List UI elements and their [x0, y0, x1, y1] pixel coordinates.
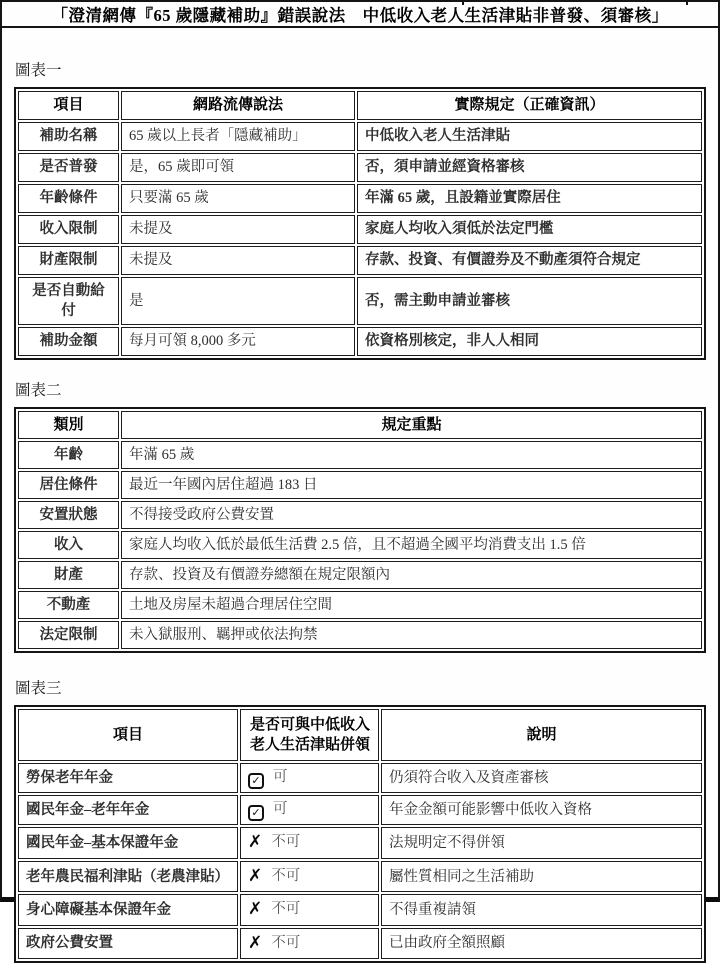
x-mark-icon: ✗: [248, 832, 263, 853]
table-row: [18, 531, 702, 559]
cell-item: 老年農民福利津貼（老農津貼）: [18, 861, 238, 892]
cell-item: 財產限制: [18, 246, 119, 275]
status-label: 不可: [271, 834, 301, 851]
x-mark-icon: ✗: [248, 932, 263, 953]
header-category: 類別: [18, 411, 119, 440]
cell-category: 不動產: [18, 591, 119, 619]
table-row: [18, 441, 702, 469]
cell-category: 財產: [18, 561, 119, 589]
status-label: 可: [273, 769, 288, 786]
cell-note: 年金金額可能影響中低收入資格: [381, 795, 702, 825]
table-row: [18, 184, 702, 213]
page-title: [2, 2, 718, 28]
cell-rumor: 未提及: [121, 215, 355, 244]
table-row: [18, 122, 702, 151]
cell-rumor: 是: [121, 277, 355, 325]
table-row: [18, 501, 702, 529]
table-row: [18, 591, 702, 619]
cell-note: 不得重複請領: [381, 894, 702, 925]
cell-item: 補助名稱: [18, 122, 119, 151]
cell-rule: 不得接受政府公費安置: [121, 501, 702, 529]
header-item: 項目: [18, 91, 119, 120]
status-label: 可: [273, 801, 288, 818]
figure2-caption: 圖表二: [15, 381, 62, 399]
cell-category: 收入: [18, 531, 119, 559]
cell-item: 政府公費安置: [18, 928, 238, 959]
status-label: 不可: [271, 934, 301, 951]
checkbox-checked-icon: ✓: [248, 805, 264, 821]
status-label: 不可: [271, 867, 301, 884]
table-row: [18, 861, 702, 892]
header-item: 項目: [18, 709, 238, 761]
table-row: [18, 827, 702, 858]
x-mark-icon: ✗: [248, 899, 263, 920]
cell-rule: 土地及房屋未超過合理居住空間: [121, 591, 702, 619]
cell-category: 法定限制: [18, 621, 119, 649]
cell-item: 補助金額: [18, 327, 119, 356]
cell-item: 勞保老年年金: [18, 763, 238, 793]
figure1-caption: 圖表一: [15, 62, 62, 79]
table-remnant-tick: [686, 2, 688, 5]
table-remnant-tick: [462, 2, 464, 5]
cell-category: 居住條件: [18, 471, 119, 499]
cell-combinable: [240, 827, 379, 858]
cell-rule: 存款、投資及有價證券總額在規定限額內: [121, 561, 702, 589]
cell-note: 仍須符合收入及資產審核: [381, 763, 702, 793]
cell-rule: 最近一年國內居住超過 183 日: [121, 471, 702, 499]
status-label: 不可: [271, 901, 301, 918]
cell-note: 屬性質相同之生活補助: [381, 861, 702, 892]
table-header-row: [18, 91, 702, 120]
cell-item: 是否自動給付: [18, 277, 119, 325]
cell-combinable: [240, 928, 379, 959]
figure3-caption: 圖表三: [15, 680, 62, 698]
cell-note: 法規明定不得併領: [381, 827, 702, 858]
cell-rumor: 未提及: [121, 246, 355, 275]
cell-item: 國民年金–老年年金: [18, 795, 238, 825]
cell-category: 安置狀態: [18, 501, 119, 529]
cell-category: 年齡: [18, 441, 119, 469]
header-rule: 規定重點: [121, 411, 702, 440]
table-row: [18, 795, 702, 825]
table-row: [18, 215, 702, 244]
document-body: [2, 58, 718, 963]
table-row: [18, 153, 702, 182]
cell-fact: 中低收入老人生活津貼: [357, 122, 702, 151]
cell-rumor: 每月可領 8,000 多元: [121, 327, 355, 356]
cell-rule: 未入獄服刑、羈押或依法拘禁: [121, 621, 702, 649]
cell-fact: 年滿 65 歲，且設籍並實際居住: [357, 184, 702, 213]
table-row: [18, 246, 702, 275]
cell-rumor: 65 歲以上長者「隱藏補助」: [121, 122, 355, 151]
table-row: [18, 763, 702, 793]
table-header-row: [18, 411, 702, 440]
cell-fact: 存款、投資、有價證券及不動產須符合規定: [357, 246, 702, 275]
table-row: [18, 277, 702, 325]
cell-combinable: [240, 795, 379, 825]
cell-rumor: 是，65 歲即可領: [121, 153, 355, 182]
cell-rule: 家庭人均收入低於最低生活費 2.5 倍，且不超過全國平均消費支出 1.5 倍: [121, 531, 702, 559]
table-row: [18, 471, 702, 499]
cell-combinable: [240, 861, 379, 892]
figure2-table: [14, 407, 706, 654]
figure1-table: [14, 87, 706, 360]
table-row: [18, 561, 702, 589]
figure3-table: [14, 705, 706, 963]
cell-combinable: [240, 763, 379, 793]
page-title-text: 「澄清網傳『65 歲隱藏補助』錯誤說法 中低收入老人生活津貼非普發、須審核」: [51, 6, 669, 25]
cell-item: 年齡條件: [18, 184, 119, 213]
table-header-row: [18, 709, 702, 761]
cell-fact: 依資格別核定，非人人相同: [357, 327, 702, 356]
header-rumor: 網路流傳說法: [121, 91, 355, 120]
cell-item: 收入限制: [18, 215, 119, 244]
cell-item: 身心障礙基本保證年金: [18, 894, 238, 925]
cell-fact: 家庭人均收入須低於法定門檻: [357, 215, 702, 244]
table-row: [18, 327, 702, 356]
cell-fact: 否，需主動申請並審核: [357, 277, 702, 325]
table-row: [18, 928, 702, 959]
table-row: [18, 894, 702, 925]
header-note: 說明: [381, 709, 702, 761]
cell-combinable: [240, 894, 379, 925]
cell-rumor: 只要滿 65 歲: [121, 184, 355, 213]
x-mark-icon: ✗: [248, 865, 263, 886]
cell-item: 國民年金–基本保證年金: [18, 827, 238, 858]
cell-item: 是否普發: [18, 153, 119, 182]
cell-note: 已由政府全額照顧: [381, 928, 702, 959]
header-fact: 實際規定（正確資訊）: [357, 91, 702, 120]
checkbox-checked-icon: ✓: [248, 773, 264, 789]
cell-fact: 否，須申請並經資格審核: [357, 153, 702, 182]
header-combinable: 是否可與中低收入老人生活津貼併領: [240, 709, 379, 761]
cell-rule: 年滿 65 歲: [121, 441, 702, 469]
table-row: [18, 621, 702, 649]
